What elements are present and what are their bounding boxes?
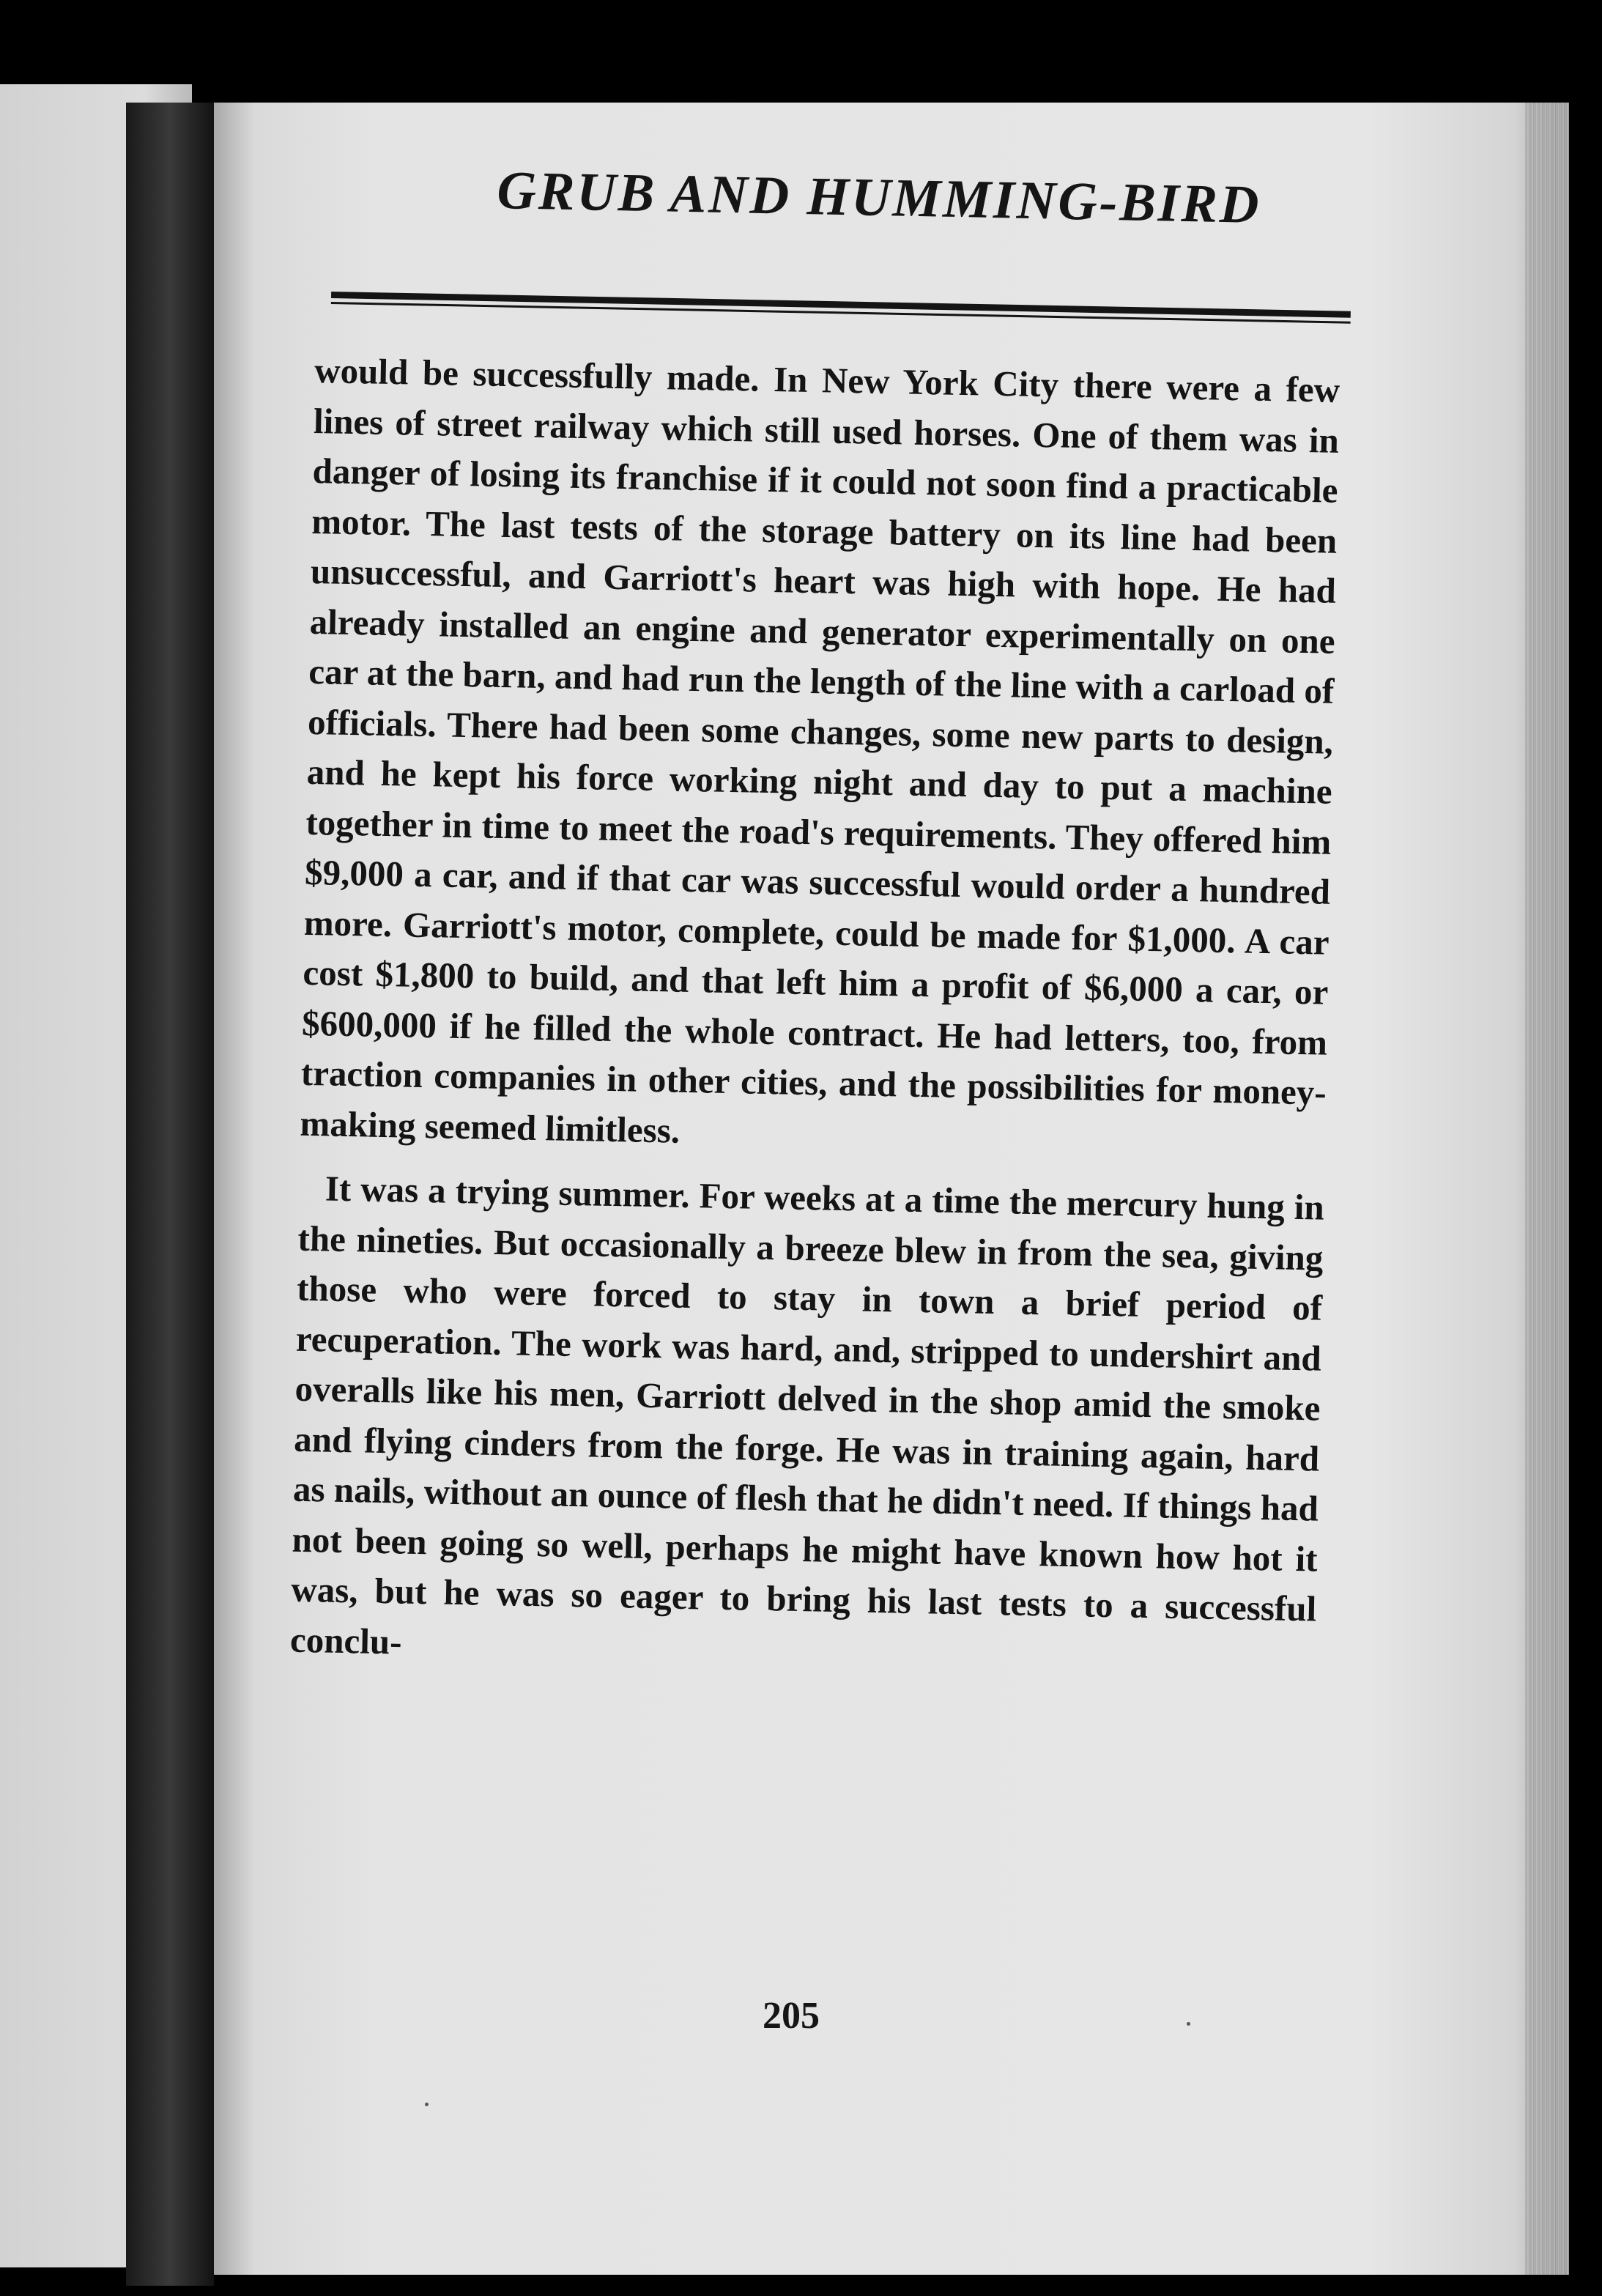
book-gutter	[126, 103, 214, 2286]
body-text	[289, 346, 1340, 1685]
paper-speck	[425, 2103, 429, 2106]
running-head: GRUB AND HUMMING-BIRD	[496, 160, 1262, 236]
page-number: 205	[763, 1995, 820, 2037]
paragraph: would be successfully made. In New York City there were a few lines of street railway which still used horses. One of them was in danger of losing its franchise if it could not soon find a practicable motor. The last tests of the storage battery on its line had been unsuccessful, and Garriott's heart was high with hope. He had already installed an engine and generator experimentally on one car at the barn, and had run the length of the line with a carload of officials. There had been some changes, some new parts to design, and he kept his force working night and day to put a machine together in time to meet the road's requirements. They offered him $9,000 a car, and if that car was successful would order a hundred more. Garriott's motor, complete, could be made for $1,000. A car cost $1,800 to build, and that left him a profit of $6,000 a car, or $600,000 if he filled the whole contract. He had letters, too, from traction companies in other cities, and the possibilities for money-making seemed limitless.	[300, 349, 1340, 1151]
paper-speck	[1187, 2022, 1190, 2026]
page-edge	[1525, 103, 1569, 2275]
paragraph: It was a trying summer. For weeks at a time the mercury hung in the nineties. But occasionally a breeze blew in from the sea, giving those who were forced to stay in town a brief period of recuperation. The work was hard, and, stripped to undershirt and overalls like his men, Garriott delved in the shop amid the smoke and flying cinders from the forge. He was in training again, hard as nails, without an ounce of flesh that he didn't need. If things had not been going so well, perhaps he might have known how hot it was, but he was so eager to bring his last tests to a successful conclu-	[289, 1168, 1325, 1662]
